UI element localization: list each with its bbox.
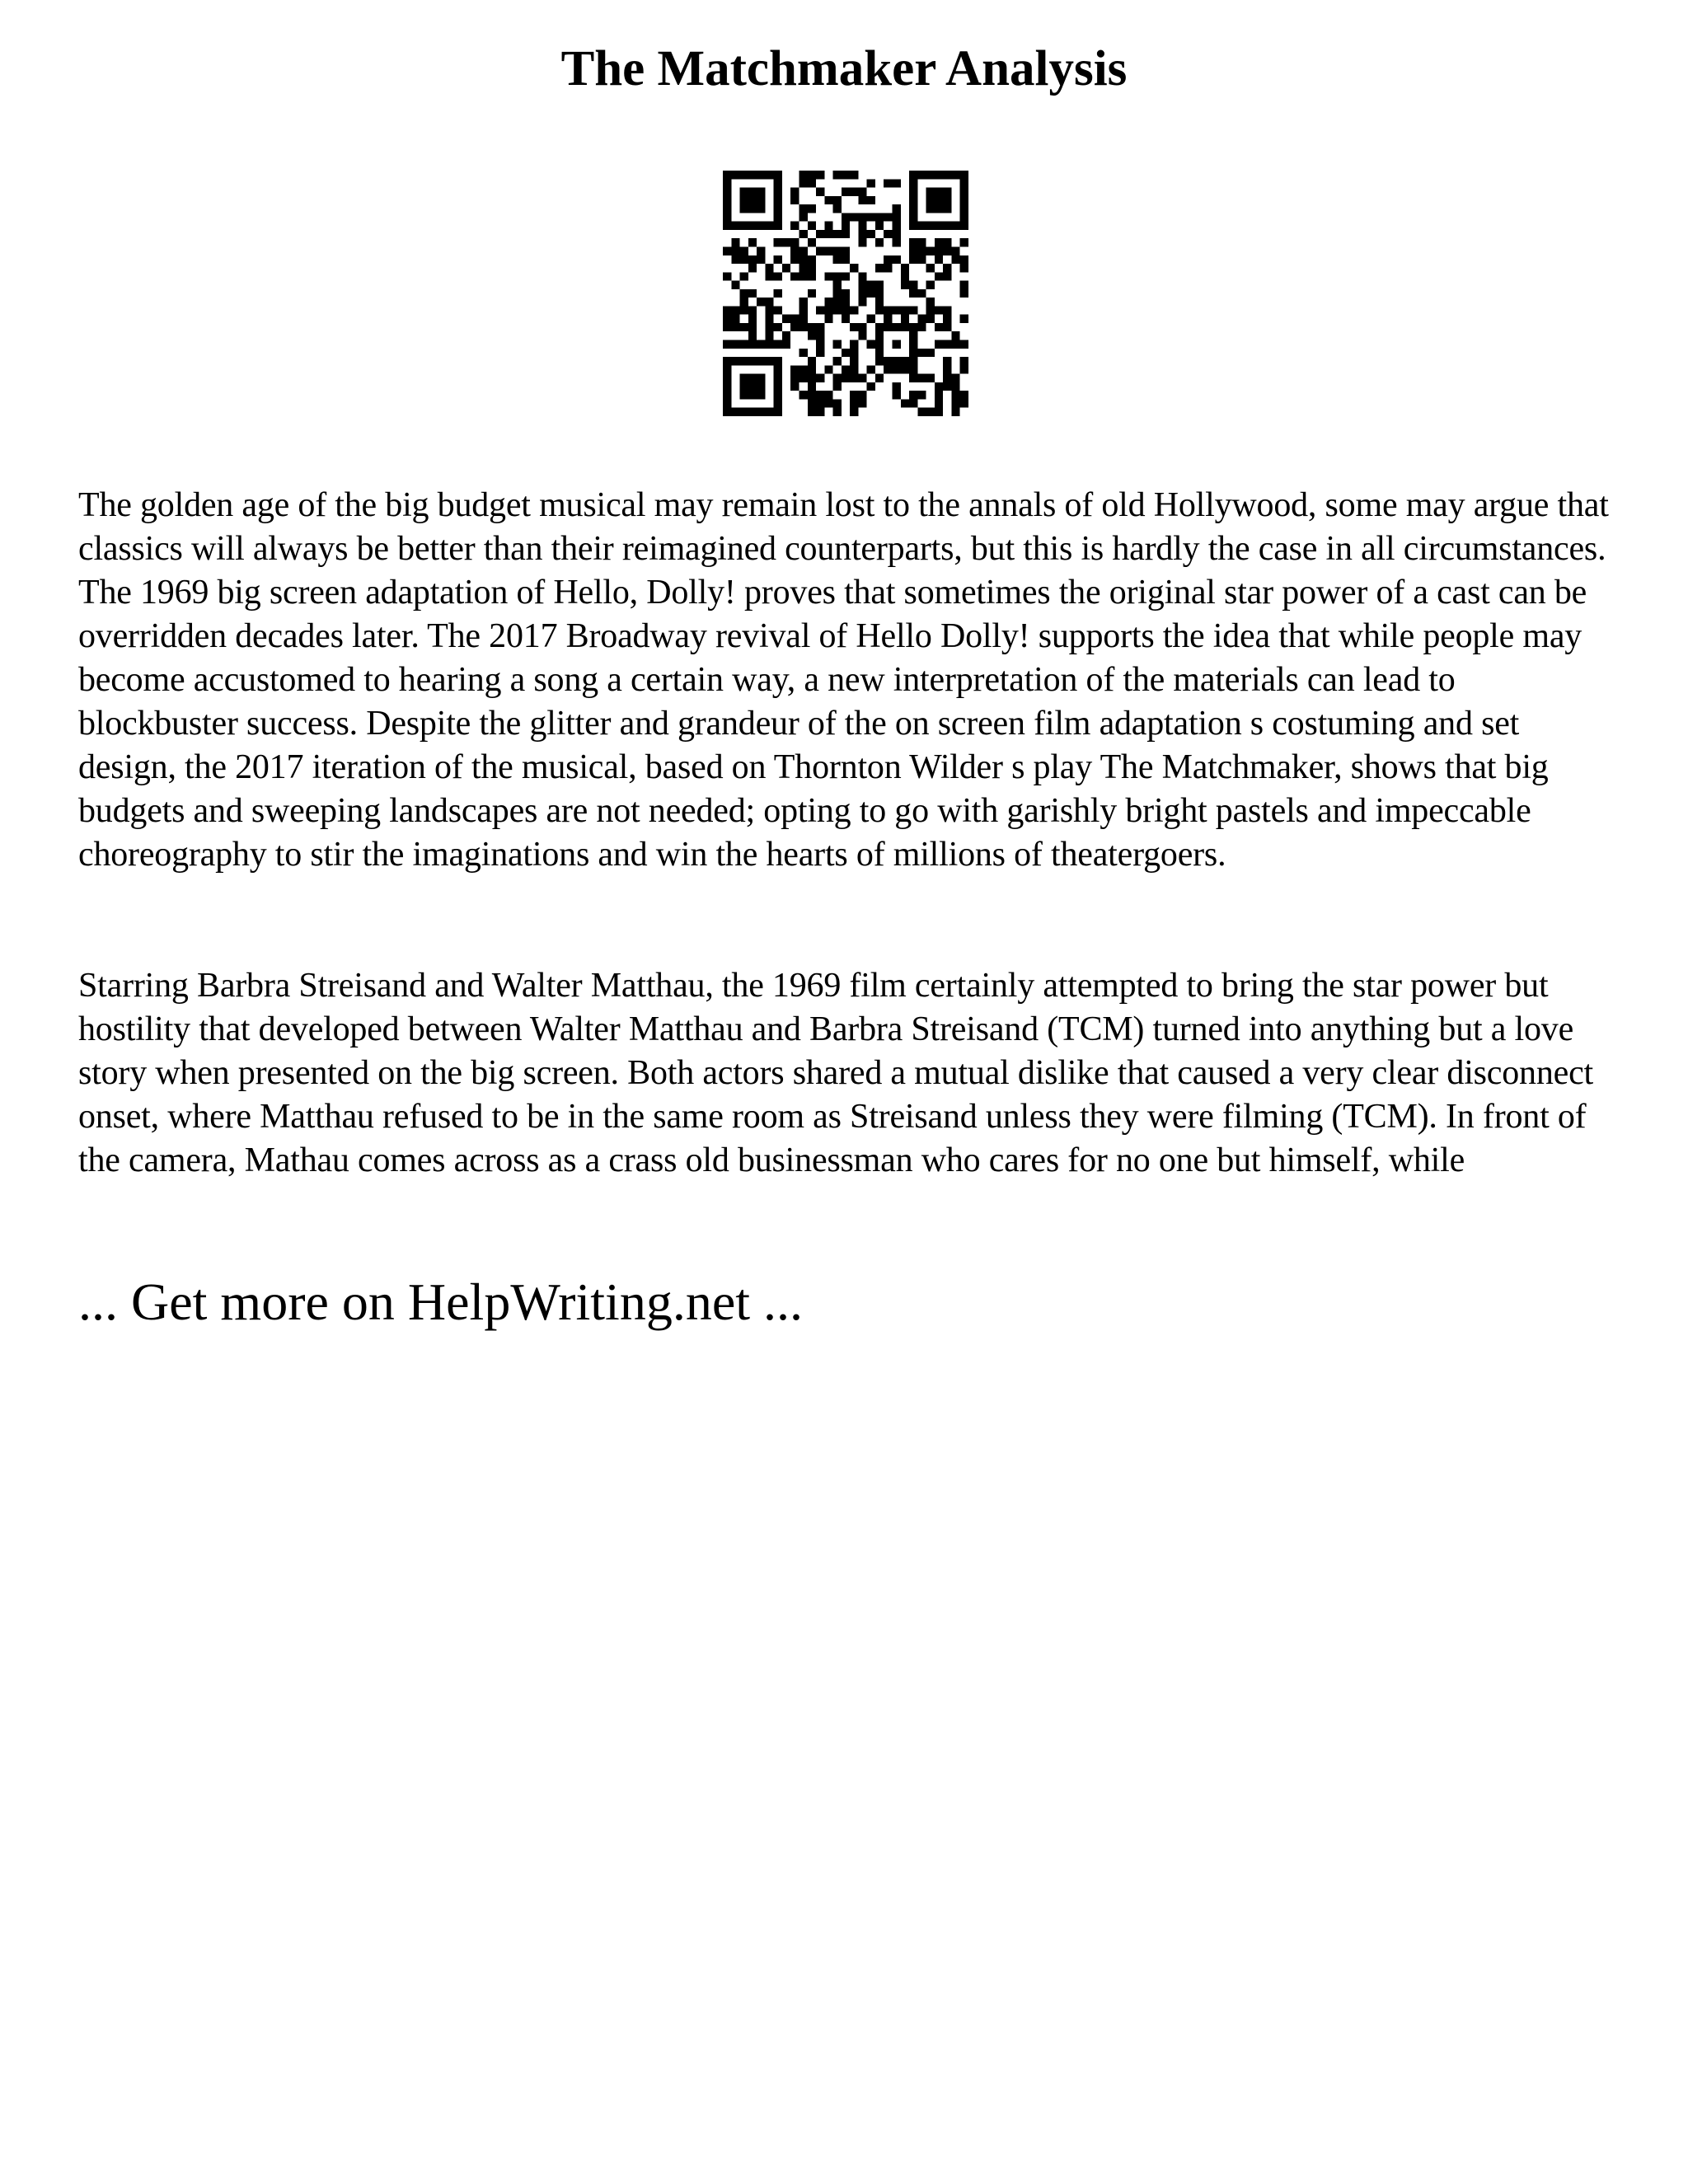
qr-code-icon [723, 171, 968, 416]
body-paragraph-2: Starring Barbra Streisand and Walter Matthau, the 1969 film certainly attempted to bring the star power but hostility that developed between Walter Matthau and Barbra Streisand (TCM) turned into anything but a love story when presented on the big screen. Both actors shared a mutual dislike that caused a very clear disconnect onset, where Matthau refused to be in the same room as Streisand unless they were filming (TCM). In front of the camera, Mathau comes across as a crass old businessman who cares for no one but himself, while [78, 967, 1594, 1179]
get-more-link[interactable]: ... Get more on HelpWriting.net ... [78, 1272, 803, 1331]
page-title: The Matchmaker Analysis [560, 41, 1128, 96]
body-paragraph-1: The golden age of the big budget musical may remain lost to the annals of old Hollywood, some may argue that classics will always be better than their reimagined counterparts, but this is hardly the case in all circumstances. The 1969 big screen adaptation of Hello, Dolly! proves that sometimes the original star power of a cast can be overridden decades later. The 2017 Broadway revival of Hello Dolly! supports the idea that while people may become accustomed to hearing a song a certain way, a new interpretation of the materials can lead to blockbuster success. Despite the glitter and grandeur of the on screen film adaptation s costuming and set design, the 2017 iteration of the musical, based on Thornton Wilder s play The Matchmaker, shows that big budgets and sweeping landscapes are not needed; opting to go with garishly bright pastels and impeccable choreography to stir the imaginations and win the hearts of millions of theatergoers. [78, 486, 1609, 874]
qr-code-graphic [723, 171, 968, 416]
